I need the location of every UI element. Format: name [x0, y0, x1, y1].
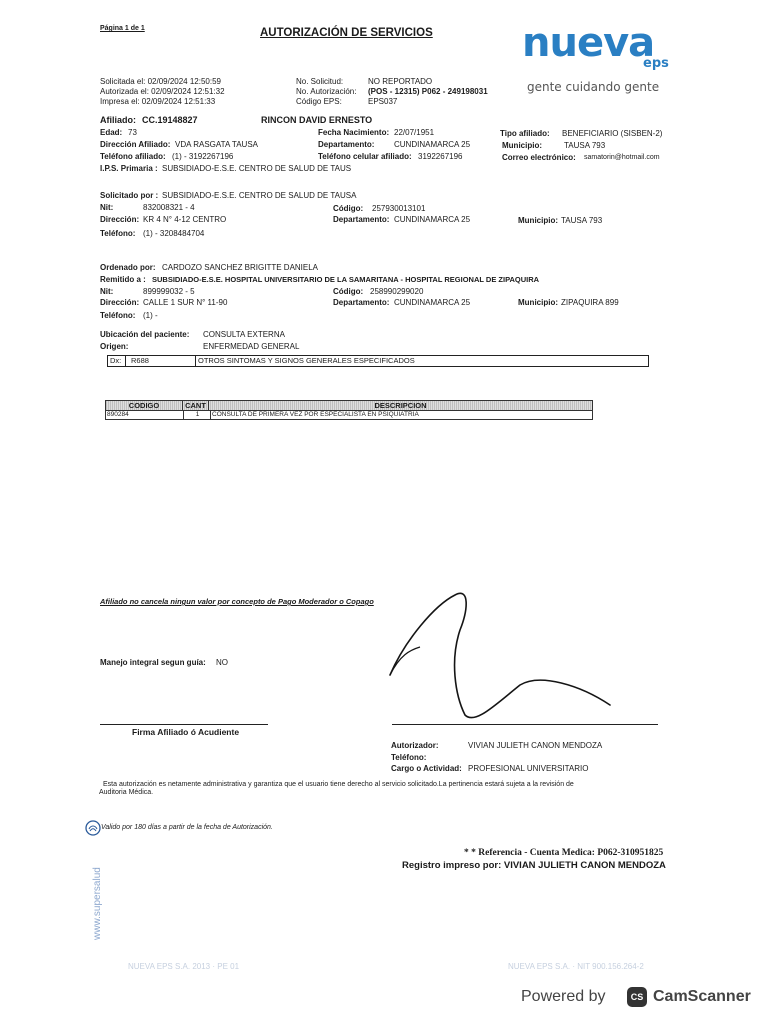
solicitante-municipio-label: Municipio: — [518, 216, 558, 225]
tipo-afiliado-label: Tipo afiliado: — [500, 129, 550, 138]
ips-value: SUBSIDIADO-E.S.E. CENTRO DE SALUD DE TAUS — [162, 164, 352, 173]
date-solicitada: Solicitada el: 02/09/2024 12:50:59 — [100, 77, 221, 86]
telefono-afiliado-label: Teléfono afiliado: — [100, 152, 166, 161]
celular-value: 3192267196 — [418, 152, 463, 161]
ubicacion-label: Ubicación del paciente: — [100, 330, 190, 339]
affiliate-id-label: Afiliado: — [100, 115, 136, 125]
telefono-afiliado-value: (1) - 3192267196 — [172, 152, 234, 161]
remitido-telefono-value: (1) - — [143, 311, 158, 320]
solicitante-direccion-value: KR 4 N° 4-12 CENTRO — [143, 215, 227, 224]
solicitante-departamento-label: Departamento: — [333, 215, 390, 224]
camscanner-logo-icon: CS — [627, 987, 647, 1007]
affiliate-id: CC.19148827 — [142, 115, 198, 125]
municipio-afiliado-value: TAUSA 793 — [564, 141, 606, 150]
manejo-label: Manejo integral segun guía: — [100, 658, 206, 667]
camscanner-text: CamScanner — [653, 988, 751, 1005]
solicitante-codigo-value: 257930013101 — [372, 204, 426, 213]
brand-logo-suffix: eps — [643, 56, 669, 71]
date-impresa: Impresa el: 02/09/2024 12:51:33 — [100, 97, 216, 106]
no-solicitud-value: NO REPORTADO — [368, 77, 433, 86]
fecha-nac-label: Fecha Nacimiento: — [318, 128, 390, 137]
diagnosis-box — [107, 355, 649, 367]
solicitante-departamento-value: CUNDINAMARCA 25 — [394, 215, 471, 224]
powered-by-text: Powered by — [521, 988, 606, 1005]
faint-footer-left: NUEVA EPS S.A. 2013 · PE 01 — [128, 962, 240, 971]
firma-label: Firma Afiliado ó Acudiente — [132, 727, 240, 737]
services-table-header — [106, 401, 592, 411]
remitido-departamento-value: CUNDINAMARCA 25 — [394, 298, 471, 307]
tipo-afiliado-value: BENEFICIARIO (SISBEN-2) — [562, 129, 663, 138]
remitido-departamento-label: Departamento: — [333, 298, 390, 307]
no-autorizacion-label: No. Autorización: — [296, 87, 357, 96]
supersalud-watermark: www.supersalud — [92, 867, 103, 940]
authorizer-signature-line — [392, 724, 658, 725]
cargo-label: Cargo o Actividad: — [391, 764, 462, 773]
dx-label: Dx: — [110, 356, 126, 366]
solicitado-por-label: Solicitado por : — [100, 191, 159, 200]
table-row — [106, 411, 592, 419]
ordenado-por-value: CARDOZO SANCHEZ BRIGITTE DANIELA — [162, 263, 319, 272]
disclaimer-line-2: Auditoria Médica. — [99, 789, 154, 796]
solicitante-nit-value: 832008321 - 4 — [143, 203, 195, 212]
solicitante-direccion-label: Dirección: — [100, 215, 140, 224]
autorizador-value: VIVIAN JULIETH CANON MENDOZA — [468, 741, 603, 750]
no-autorizacion-value: (POS - 12315) P062 - 249198031 — [368, 87, 488, 96]
solicitante-codigo-label: Código: — [333, 204, 364, 213]
copago-note: Afiliado no cancela ningun valor por concepto de Pago Moderador o Copago — [100, 597, 374, 606]
edad-value: 73 — [128, 128, 137, 137]
service-codigo: 890284 — [106, 411, 184, 419]
fecha-nac-value: 22/07/1951 — [394, 128, 435, 137]
referencia-cuenta: * * Referencia - Cuenta Medica: P062-310951825 — [464, 848, 664, 858]
correo-value: samatorin@hotmail.com — [584, 154, 660, 161]
cargo-value: PROFESIONAL UNIVERSITARIO — [468, 764, 589, 773]
disclaimer-line-1: Esta autorización es netamente administrativa y garantiza que el usuario tiene derecho al servicio solicitado.La pertinencia estará sujeta a la revisión de — [103, 781, 574, 788]
header-codigo: CODIGO — [106, 401, 183, 410]
remitido-label: Remitido a : — [100, 275, 146, 284]
brand-logo: nueva — [522, 20, 655, 66]
codigo-eps-label: Código EPS: — [296, 97, 342, 106]
services-table — [105, 400, 593, 420]
document-title: AUTORIZACIÓN DE SERVICIOS — [260, 27, 433, 39]
affiliate-signature-line — [100, 724, 268, 725]
solicitante-municipio-value: TAUSA 793 — [561, 216, 603, 225]
ips-label: I.P.S. Primaria : — [100, 164, 158, 173]
solicitado-por-value: SUBSIDIADO-E.S.E. CENTRO DE SALUD DE TAUSA — [162, 191, 357, 200]
remitido-nit-label: Nit: — [100, 287, 114, 296]
signature-scribble — [380, 585, 640, 725]
origen-value: ENFERMEDAD GENERAL — [203, 342, 300, 351]
remitido-direccion-value: CALLE 1 SUR N° 11-90 — [143, 298, 228, 307]
direccion-afiliado-value: VDA RASGATA TAUSA — [175, 140, 258, 149]
date-autorizada: Autorizada el: 02/09/2024 12:51:32 — [100, 87, 225, 96]
celular-label: Teléfono celular afiliado: — [318, 152, 412, 161]
dx-code: R688 — [129, 356, 196, 366]
header-cant: CANT — [183, 401, 209, 410]
solicitante-nit-label: Nit: — [100, 203, 114, 212]
faint-footer-right: NUEVA EPS S.A. · NIT 900.156.264-2 — [508, 962, 644, 971]
affiliate-name: RINCON DAVID ERNESTO — [261, 115, 373, 125]
remitido-nit-value: 899999032 - 5 — [143, 287, 195, 296]
validity-note: Valido por 180 días a partir de la fecha de Autorización. — [101, 824, 273, 831]
brand-slogan: gente cuidando gente — [527, 80, 660, 94]
remitido-direccion-label: Dirección: — [100, 298, 140, 307]
solicitante-telefono-label: Teléfono: — [100, 229, 136, 238]
remitido-telefono-label: Teléfono: — [100, 311, 136, 320]
correo-label: Correo electrónico: — [502, 153, 576, 162]
departamento-afiliado-label: Departamento: — [318, 140, 375, 149]
ordenado-por-label: Ordenado por: — [100, 263, 156, 272]
autorizador-label: Autorizador: — [391, 741, 439, 750]
ubicacion-value: CONSULTA EXTERNA — [203, 330, 285, 339]
direccion-afiliado-label: Dirección Afiliado: — [100, 140, 171, 149]
dx-description: OTROS SINTOMAS Y SIGNOS GENERALES ESPECIFICADOS — [198, 356, 415, 365]
remitido-municipio-label: Municipio: — [518, 298, 558, 307]
codigo-eps-value: EPS037 — [368, 97, 398, 106]
autorizador-telefono-label: Teléfono: — [391, 753, 427, 762]
manejo-value: NO — [216, 658, 228, 667]
supersalud-seal-icon — [84, 819, 102, 837]
edad-label: Edad: — [100, 128, 123, 137]
remitido-codigo-label: Código: — [333, 287, 364, 296]
departamento-afiliado-value: CUNDINAMARCA 25 — [394, 140, 471, 149]
origen-label: Origen: — [100, 342, 129, 351]
service-descripcion: CONSULTA DE PRIMERA VEZ POR ESPECIALISTA EN PSIQUIATRIA — [212, 411, 419, 418]
registro-impreso: Registro impreso por: VIVIAN JULIETH CANON MENDOZA — [402, 860, 666, 871]
remitido-value: SUBSIDIADO-E.S.E. HOSPITAL UNIVERSITARIO DE LA SAMARITANA - HOSPITAL REGIONAL DE ZIPAQUIRA — [152, 275, 540, 284]
remitido-municipio-value: ZIPAQUIRA 899 — [561, 298, 619, 307]
page-label: Página 1 de 1 — [100, 25, 145, 32]
municipio-afiliado-label: Municipio: — [502, 141, 542, 150]
header-descripcion: DESCRIPCION — [374, 401, 427, 410]
remitido-codigo-value: 258990299020 — [370, 287, 424, 296]
solicitante-telefono-value: (1) - 3208484704 — [143, 229, 205, 238]
no-solicitud-label: No. Solicitud: — [296, 77, 344, 86]
service-cant: 1 — [184, 411, 211, 419]
